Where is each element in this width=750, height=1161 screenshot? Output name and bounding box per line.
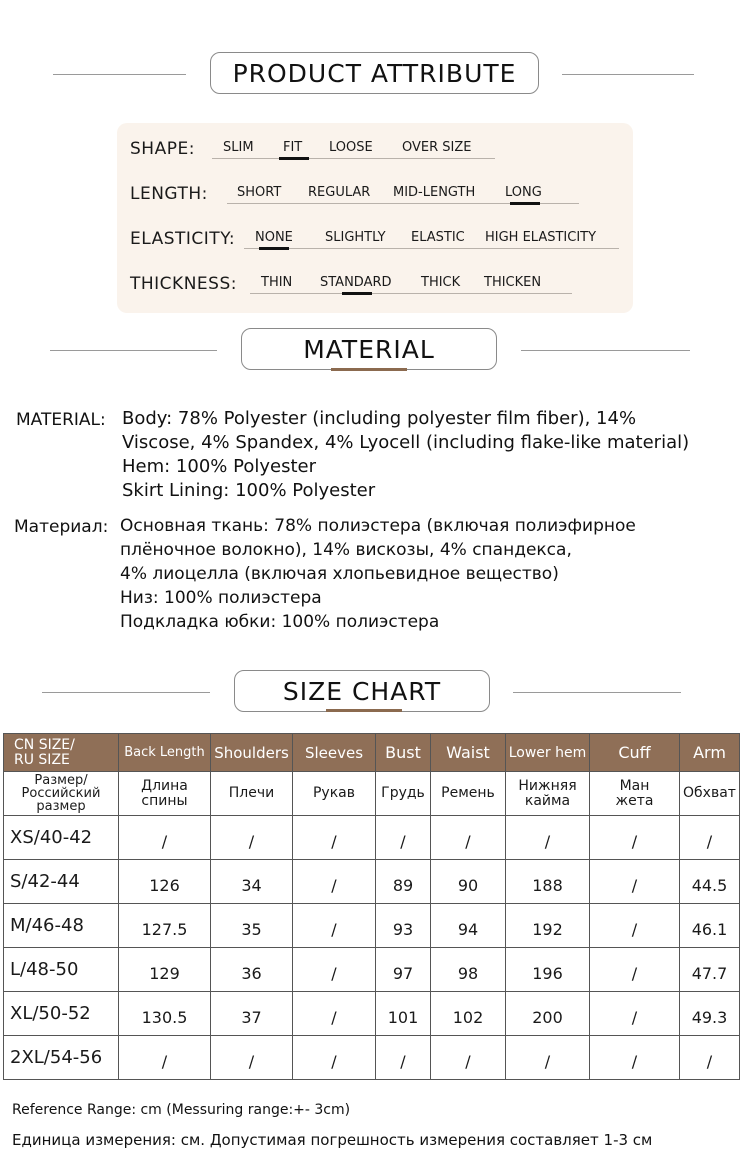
table-cell: XL/50-52: [4, 992, 119, 1036]
header-cell: Cuff: [590, 734, 680, 772]
header-cell-ru: Длина спины: [119, 772, 211, 816]
material-title: MATERIAL: [241, 328, 497, 370]
header-rule-right: [521, 350, 690, 351]
attribute-option: THIN: [261, 275, 293, 290]
header-cell-ru: Плечи: [211, 772, 293, 816]
attribute-underline: [212, 158, 495, 159]
table-cell: L/48-50: [4, 948, 119, 992]
table-cell: /: [431, 1036, 506, 1080]
table-cell: 46.1: [680, 904, 740, 948]
table-cell: /: [431, 816, 506, 860]
attribute-label: ELASTICITY:: [130, 229, 236, 249]
material-line: плёночное волокно), 14% вискозы, 4% спандекса,: [120, 540, 572, 560]
table-cell: 188: [506, 860, 590, 904]
size-chart-title: SIZE CHART: [234, 670, 490, 712]
table-cell: 129: [119, 948, 211, 992]
table-cell: /: [119, 1036, 211, 1080]
material-line: Основная ткань: 78% полиэстера (включая полиэфирное: [120, 516, 636, 536]
attribute-row-elasticity: [117, 227, 633, 259]
table-cell: /: [680, 816, 740, 860]
table-cell: 35: [211, 904, 293, 948]
header-accent-bar: [331, 368, 407, 371]
header-cell: CN SIZE/ RU SIZE: [4, 734, 119, 772]
material-line: Body: 78% Polyester (including polyester film fiber), 14%: [122, 408, 637, 429]
attribute-label: LENGTH:: [130, 184, 208, 204]
table-cell: 126: [119, 860, 211, 904]
attribute-option: MID-LENGTH: [393, 185, 476, 200]
table-cell: 102: [431, 992, 506, 1036]
attribute-option: SHORT: [237, 185, 282, 200]
attribute-option: LOOSE: [329, 140, 373, 155]
table-cell: /: [590, 992, 680, 1036]
table-cell: /: [506, 816, 590, 860]
table-cell: 47.7: [680, 948, 740, 992]
table-cell: 192: [506, 904, 590, 948]
table-cell: 127.5: [119, 904, 211, 948]
material-label-ru: Материал:: [14, 517, 109, 537]
table-cell: 37: [211, 992, 293, 1036]
attribute-option: REGULAR: [308, 185, 371, 200]
table-cell: /: [590, 948, 680, 992]
attribute-option: SLIGHTLY: [325, 230, 386, 245]
table-cell: 44.5: [680, 860, 740, 904]
header-cell: Arm: [680, 734, 740, 772]
table-cell: /: [376, 816, 431, 860]
table-header-row: [4, 734, 740, 772]
material-line: 4% лиоцелла (включая хлопьевидное вещество): [120, 564, 559, 584]
header-cell: Bust: [376, 734, 431, 772]
table-cell: 49.3: [680, 992, 740, 1036]
footnote-en: Reference Range: cm (Messuring range:+- 3cm): [12, 1102, 351, 1118]
table-cell: 101: [376, 992, 431, 1036]
header-cell: Shoulders: [211, 734, 293, 772]
selected-marker: [259, 247, 289, 250]
table-cell: 130.5: [119, 992, 211, 1036]
table-cell: /: [293, 948, 376, 992]
attribute-underline: [244, 248, 619, 249]
material-line: Hem: 100% Polyester: [122, 456, 316, 477]
selected-marker: [510, 202, 540, 205]
footnote-ru: Единица измерения: см. Допустимая погрешность измерения составляет 1-3 см: [12, 1131, 653, 1149]
attribute-option: SLIM: [223, 140, 254, 155]
table-row: [4, 816, 740, 860]
selected-marker: [342, 292, 372, 295]
table-cell: /: [293, 992, 376, 1036]
table-cell: M/46-48: [4, 904, 119, 948]
attribute-option: OVER SIZE: [402, 140, 472, 155]
table-cell: /: [590, 904, 680, 948]
header-rule-left: [42, 692, 210, 693]
attribute-option: THICKEN: [484, 275, 542, 290]
table-cell: /: [590, 816, 680, 860]
attribute-row-length: [117, 182, 633, 214]
size-chart-header: [0, 670, 750, 720]
table-cell: XS/40-42: [4, 816, 119, 860]
attribute-row-shape: [117, 137, 633, 169]
table-cell: /: [293, 1036, 376, 1080]
attribute-option: STANDARD: [320, 275, 392, 290]
table-row: [4, 992, 740, 1036]
table-cell: /: [590, 1036, 680, 1080]
table-cell: 94: [431, 904, 506, 948]
material-line: Подкладка юбки: 100% полиэстера: [120, 612, 440, 632]
table-cell: /: [211, 1036, 293, 1080]
header-cell-ru: Грудь: [376, 772, 431, 816]
table-cell: /: [211, 816, 293, 860]
attribute-label: SHAPE:: [130, 139, 195, 159]
material-label-en: MATERIAL:: [16, 410, 106, 430]
table-cell: /: [590, 860, 680, 904]
table-cell: /: [293, 904, 376, 948]
header-cell-ru: Нижняя кайма: [506, 772, 590, 816]
table-cell: /: [293, 816, 376, 860]
header-accent-bar: [326, 709, 402, 712]
table-row: [4, 860, 740, 904]
table-cell: 98: [431, 948, 506, 992]
table-cell: 196: [506, 948, 590, 992]
table-cell: /: [119, 816, 211, 860]
header-cell: Sleeves: [293, 734, 376, 772]
material-line: Низ: 100% полиэстера: [120, 588, 322, 608]
header-rule-left: [53, 74, 186, 75]
table-cell: S/42-44: [4, 860, 119, 904]
table-row: [4, 904, 740, 948]
attribute-option: LONG: [505, 185, 542, 200]
table-header-row-ru: [4, 772, 740, 816]
attribute-option: NONE: [255, 230, 293, 245]
attribute-option: THICK: [421, 275, 461, 290]
header-rule-left: [50, 350, 217, 351]
material-line: Skirt Lining: 100% Polyester: [122, 480, 376, 501]
attribute-option: FIT: [283, 140, 303, 155]
header-cell-ru: Размер/ Российский размер: [4, 772, 119, 816]
size-chart-table: [3, 733, 740, 1080]
material-line: Viscose, 4% Spandex, 4% Lyocell (including flake-like material): [122, 432, 690, 453]
table-cell: 200: [506, 992, 590, 1036]
table-cell: /: [680, 1036, 740, 1080]
table-cell: /: [506, 1036, 590, 1080]
table-row: [4, 948, 740, 992]
header-cell-ru: Ремень: [431, 772, 506, 816]
attribute-underline: [250, 293, 572, 294]
attribute-row-thickness: [117, 272, 633, 304]
table-cell: 36: [211, 948, 293, 992]
header-cell: Lower hem: [506, 734, 590, 772]
header-cell-ru: Ман жета: [590, 772, 680, 816]
table-cell: /: [376, 1036, 431, 1080]
table-cell: /: [293, 860, 376, 904]
table-cell: 34: [211, 860, 293, 904]
table-cell: 89: [376, 860, 431, 904]
material-header: [0, 328, 750, 378]
product-attribute-header: [0, 52, 750, 102]
table-cell: 93: [376, 904, 431, 948]
header-rule-right: [562, 74, 694, 75]
table-cell: 2XL/54-56: [4, 1036, 119, 1080]
header-rule-right: [513, 692, 681, 693]
selected-marker: [279, 157, 309, 160]
table-cell: 90: [431, 860, 506, 904]
table-cell: 97: [376, 948, 431, 992]
attribute-option: ELASTIC: [411, 230, 465, 245]
attribute-option: HIGH ELASTICITY: [485, 230, 597, 245]
attribute-label: THICKNESS:: [130, 274, 237, 294]
table-row: [4, 1036, 740, 1080]
header-cell-ru: Обхват: [680, 772, 740, 816]
header-cell: Waist: [431, 734, 506, 772]
attribute-panel: [117, 123, 633, 313]
header-cell: Back Length: [119, 734, 211, 772]
header-cell-ru: Рукав: [293, 772, 376, 816]
product-attribute-title: PRODUCT ATTRIBUTE: [210, 52, 539, 94]
